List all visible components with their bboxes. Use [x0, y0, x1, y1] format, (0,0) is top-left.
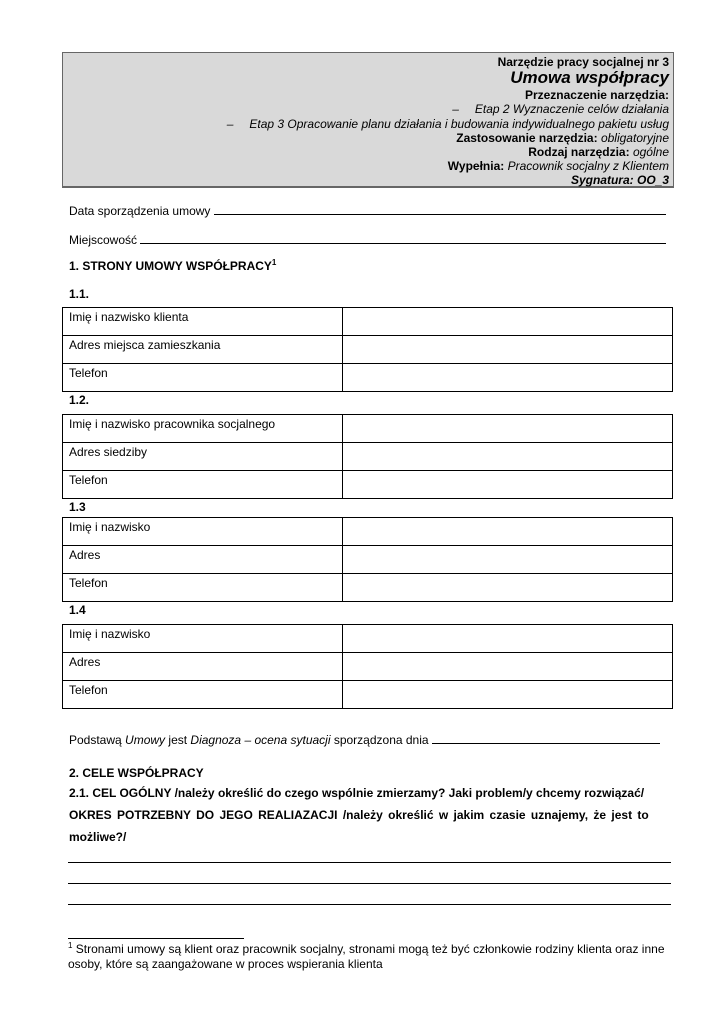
- party-1-table: [62, 307, 673, 392]
- party-4-name-label: Imię i nazwisko: [63, 625, 343, 653]
- client-address-field[interactable]: [343, 336, 673, 364]
- basis-text-diagnoza: Diagnoza – ocena sytuacji: [190, 733, 331, 747]
- worker-address-label: Adres siedziby: [63, 443, 343, 471]
- party-4-phone-label: Telefon: [63, 681, 343, 709]
- section-1-title: 1. STRONY UMOWY WSPÓŁPRACY: [69, 259, 272, 273]
- stage-3-text: Etap 3 Opracowanie planu działania i budowania indywidualnego pakietu usług: [249, 117, 669, 131]
- party-3-name-label: Imię i nazwisko: [63, 518, 343, 546]
- party-3-table: [62, 517, 673, 602]
- footnote: [68, 942, 668, 972]
- client-name-field[interactable]: [343, 308, 673, 336]
- client-phone-field[interactable]: [343, 364, 673, 392]
- party-4-phone-field[interactable]: [343, 681, 673, 709]
- table-row: [63, 518, 673, 546]
- client-phone-label: Telefon: [63, 364, 343, 392]
- table-row: [63, 308, 673, 336]
- client-name-label: Imię i nazwisko klienta: [63, 308, 343, 336]
- party-3-name-field[interactable]: [343, 518, 673, 546]
- party-4-table: [62, 624, 673, 709]
- stage-3-item: [227, 117, 669, 131]
- date-field[interactable]: [214, 203, 666, 215]
- basis-date-field[interactable]: [432, 732, 660, 744]
- party-3-address-field[interactable]: [343, 546, 673, 574]
- table-row: [63, 336, 673, 364]
- place-label: Miejscowość: [69, 233, 138, 247]
- signature-value: OO_3: [636, 173, 669, 187]
- footnote-number: 1: [68, 941, 73, 950]
- worker-name-label: Imię i nazwisko pracownika socjalnego: [63, 415, 343, 443]
- application-label: Zastosowanie narzędzia:: [456, 131, 598, 145]
- party-3-phone-label: Telefon: [63, 574, 343, 602]
- answer-line-2[interactable]: [68, 883, 671, 884]
- party-2-table: [62, 414, 673, 499]
- place-row: [69, 232, 666, 248]
- type-row: [528, 145, 669, 159]
- type-value: ogólne: [632, 145, 669, 159]
- type-label: Rodzaj narzędzia:: [528, 145, 630, 159]
- answer-line-3[interactable]: [68, 904, 671, 905]
- goal-instruction-line-1: 2.1. CEL OGÓLNY /należy określić do czego wspólnie zmierzamy? Jaki problem/y chcemy rozwiązać/: [69, 786, 645, 800]
- footnote-separator: [68, 938, 244, 939]
- party-4-address-field[interactable]: [343, 653, 673, 681]
- basis-row: [69, 732, 660, 748]
- footnote-ref: 1: [271, 258, 277, 267]
- party-3-phone-field[interactable]: [343, 574, 673, 602]
- dash-bullet: –: [226, 117, 234, 131]
- party-4-name-field[interactable]: [343, 625, 673, 653]
- footnote-text: Stronami umowy są klient oraz pracownik socjalny, stronami mogą też być członkowie rodziny klienta oraz inne osoby, które są zaangażowane w proces wspierania klienta: [68, 942, 665, 971]
- application-row: [456, 131, 669, 145]
- header-box: [62, 52, 674, 188]
- worker-name-field[interactable]: [343, 415, 673, 443]
- table-row: [63, 471, 673, 499]
- signature-row: [571, 173, 669, 187]
- party-3-number: 1.3: [69, 500, 86, 514]
- place-field[interactable]: [140, 232, 666, 244]
- date-row: [69, 203, 666, 219]
- table-row: [63, 546, 673, 574]
- section-2-heading: 2. CELE WSPÓŁPRACY: [69, 766, 204, 780]
- purpose-label: Przeznaczenie narzędzia:: [524, 88, 669, 102]
- party-3-address-label: Adres: [63, 546, 343, 574]
- section-1-heading: [69, 259, 276, 274]
- filled-by-row: [448, 159, 669, 173]
- party-1-number: 1.1.: [69, 287, 90, 301]
- table-row: [63, 574, 673, 602]
- table-row: [63, 653, 673, 681]
- client-address-label: Adres miejsca zamieszkania: [63, 336, 343, 364]
- worker-address-field[interactable]: [343, 443, 673, 471]
- table-row: [63, 625, 673, 653]
- filled-by-label: Wypełnia:: [447, 159, 505, 173]
- date-label: Data sporządzenia umowy: [69, 204, 211, 218]
- table-row: [63, 415, 673, 443]
- table-row: [63, 364, 673, 392]
- basis-text: jest: [165, 733, 191, 747]
- document-title: Umowa współpracy: [510, 68, 669, 87]
- filled-by-value: Pracownik socjalny z Klientem: [507, 159, 669, 173]
- worker-phone-field[interactable]: [343, 471, 673, 499]
- goal-instruction-line-3: możliwe?/: [69, 830, 127, 844]
- table-row: [63, 681, 673, 709]
- answer-line-1[interactable]: [68, 862, 671, 863]
- table-row: [63, 443, 673, 471]
- goal-instruction-line-2: OKRES POTRZEBNY DO JEGO REALIAZACJI /należy określić w jakim czasie uznajemy, że jest to: [69, 808, 649, 822]
- party-2-number: 1.2.: [69, 393, 90, 407]
- worker-phone-label: Telefon: [63, 471, 343, 499]
- stage-2-item: [452, 102, 669, 116]
- party-4-number: 1.4: [69, 603, 86, 617]
- signature-label: Sygnatura:: [570, 173, 634, 187]
- stage-2-text: Etap 2 Wyznaczenie celów działania: [474, 102, 669, 116]
- basis-text: sporządzona dnia: [330, 733, 429, 747]
- basis-text: Podstawą: [69, 733, 126, 747]
- application-value: obligatoryjne: [600, 131, 669, 145]
- tool-number: Narzędzie pracy socjalnej nr 3: [497, 55, 669, 69]
- dash-bullet: –: [452, 102, 459, 116]
- party-4-address-label: Adres: [63, 653, 343, 681]
- basis-text-umowy: Umowy: [125, 733, 166, 747]
